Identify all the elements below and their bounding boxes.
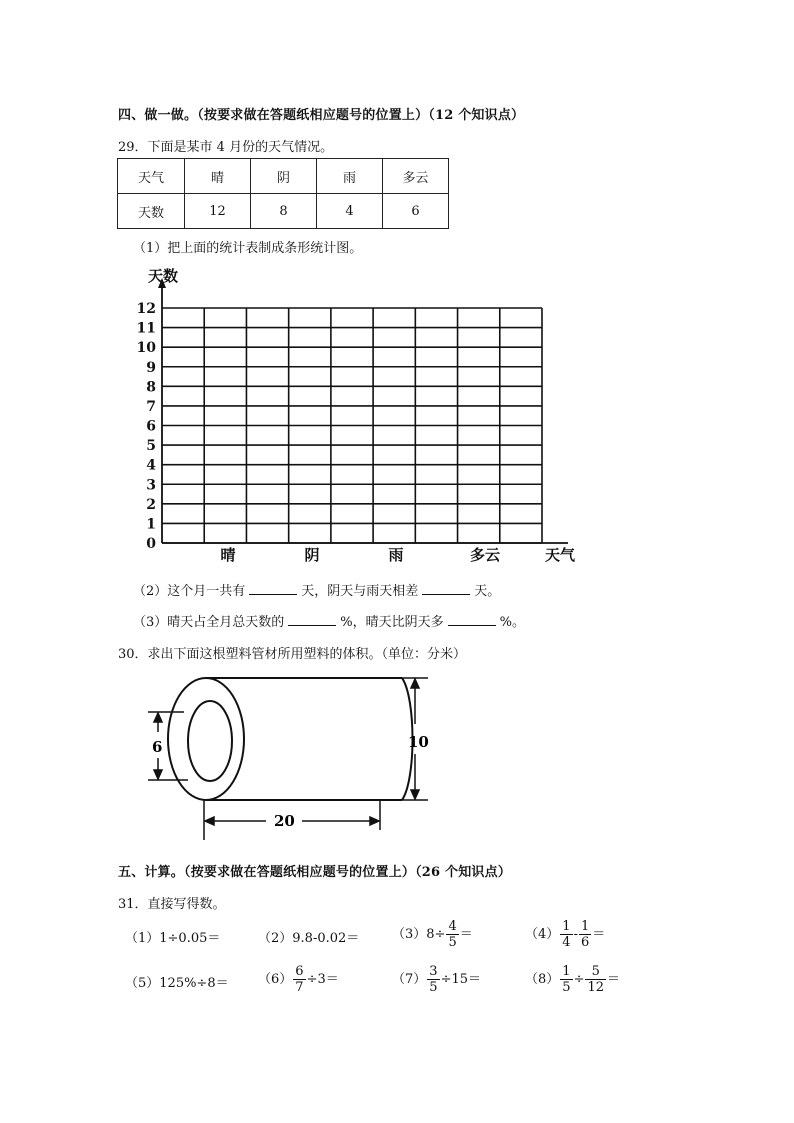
calc-item-tail: ＝ [459, 927, 473, 942]
table-cell: 4 [317, 194, 383, 229]
answer-blank[interactable] [448, 613, 496, 626]
fraction-numerator: 5 [585, 965, 606, 980]
bar-chart [130, 262, 590, 570]
y-tick-label: 7 [146, 398, 156, 415]
y-tick-label: 2 [146, 496, 156, 513]
fraction [579, 920, 591, 949]
fraction-denominator: 6 [580, 935, 590, 950]
pipe-diagram [140, 668, 450, 848]
calc-item-label: （8） [525, 972, 560, 987]
calc-item-tail: ÷3＝ [306, 972, 339, 987]
calc-item-6 [258, 965, 339, 994]
calc-item-8 [525, 965, 620, 994]
fraction [427, 965, 439, 994]
answer-blank[interactable] [288, 613, 336, 626]
y-tick-label: 11 [136, 320, 156, 337]
table-cell: 12 [185, 194, 251, 229]
question-31-stem: 31．直接写得数。 [118, 897, 226, 912]
table-cell: 雨 [317, 159, 383, 194]
question-29-sub3 [133, 611, 525, 630]
y-tick-label: 0 [146, 536, 156, 552]
sub3-text-c: %。 [499, 615, 525, 630]
table-cell: 6 [383, 194, 449, 229]
y-tick-label: 4 [146, 457, 156, 474]
sub2-text-b: 天，阴天与雨天相差 [301, 584, 419, 599]
fraction-numerator: 6 [295, 964, 304, 979]
pipe-inner-ring [188, 701, 232, 781]
question-29-stem: 29．下面是某市 4 月份的天气情况。 [118, 140, 334, 155]
fraction-numerator: 3 [429, 964, 438, 979]
sub3-text-a: （3）晴天占全月总天数的 [133, 615, 285, 630]
calc-item-3 [392, 920, 473, 949]
fraction [560, 965, 572, 994]
y-tick-label: 9 [146, 359, 156, 376]
sub2-text-a: （2）这个月一共有 [133, 584, 246, 599]
question-29-sub1: （1）把上面的统计表制成条形统计图。 [133, 241, 363, 256]
y-tick-label: 1 [146, 516, 156, 533]
fraction-numerator: 1 [562, 919, 571, 934]
fraction-denominator: 7 [295, 980, 304, 995]
x-category-label: 阴 [304, 546, 320, 564]
fraction-numerator: 1 [580, 919, 590, 934]
question-30-stem: 30．求出下面这根塑料管材所用塑料的体积。（单位：分米） [118, 647, 467, 662]
y-tick-label: 5 [146, 438, 156, 455]
fraction-denominator: 5 [562, 980, 571, 995]
operator: ÷ [573, 972, 585, 987]
table-cell: 阴 [251, 159, 317, 194]
fraction-denominator: 4 [562, 935, 571, 950]
calc-item-5: （5）125%÷8＝ [125, 976, 229, 991]
calc-item-tail: ＝ [592, 927, 606, 942]
sub2-text-c: 天。 [474, 584, 501, 599]
calc-item-label: （3）8÷ [392, 927, 446, 942]
fraction [585, 965, 606, 994]
x-category-label: 雨 [388, 546, 404, 564]
y-tick-label: 10 [136, 340, 156, 357]
table-cell: 多云 [383, 159, 449, 194]
y-tick-label: 12 [136, 301, 156, 317]
calc-item-label: （6） [258, 972, 293, 987]
table-row [118, 194, 449, 229]
table-cell: 天数 [118, 194, 185, 229]
weather-table [117, 158, 449, 229]
calc-item-7 [392, 965, 481, 994]
y-tick-label: 3 [146, 477, 156, 494]
calc-item-1: （1）1÷0.05＝ [125, 931, 221, 946]
calc-item-label: （4） [525, 927, 560, 942]
fraction [560, 920, 572, 949]
calc-item-tail: ÷15＝ [440, 972, 481, 987]
fraction-numerator: 1 [562, 964, 571, 979]
length-label: 20 [274, 812, 295, 830]
operator: - [573, 927, 578, 942]
calc-item-label: （7） [392, 972, 427, 987]
calc-item-tail: ＝ [607, 972, 621, 987]
inner-diameter-label: 6 [152, 738, 163, 756]
y-tick-label: 6 [146, 418, 156, 435]
fraction [293, 965, 305, 994]
table-cell: 天气 [118, 159, 185, 194]
calc-item-4 [525, 920, 605, 949]
section-5-heading: 五、计算。（按要求做在答题纸相应题号的位置上）（26 个知识点） [118, 865, 512, 880]
answer-blank[interactable] [422, 582, 470, 595]
fraction-numerator: 4 [448, 919, 457, 934]
section-4-heading: 四、做一做。（按要求做在答题纸相应题号的位置上）（12 个知识点） [118, 108, 525, 123]
fraction [446, 920, 458, 949]
question-29-sub2 [133, 580, 500, 599]
fraction-denominator: 12 [587, 980, 605, 995]
table-cell: 8 [251, 194, 317, 229]
table-row [118, 159, 449, 194]
x-axis-title: 天气 [544, 546, 576, 564]
sub3-text-b: %，晴天比阴天多 [340, 615, 444, 630]
outer-diameter-label: 10 [408, 733, 429, 751]
chart-layer [137, 267, 576, 564]
y-tick-label: 8 [146, 379, 156, 396]
x-category-label: 多云 [469, 546, 501, 564]
answer-blank[interactable] [249, 582, 297, 595]
x-category-label: 晴 [220, 546, 236, 564]
fraction-denominator: 5 [429, 980, 438, 995]
fraction-denominator: 5 [448, 935, 457, 950]
table-cell: 晴 [185, 159, 251, 194]
y-axis-title: 天数 [148, 267, 179, 285]
calc-item-2: （2）9.8-0.02＝ [258, 931, 360, 946]
